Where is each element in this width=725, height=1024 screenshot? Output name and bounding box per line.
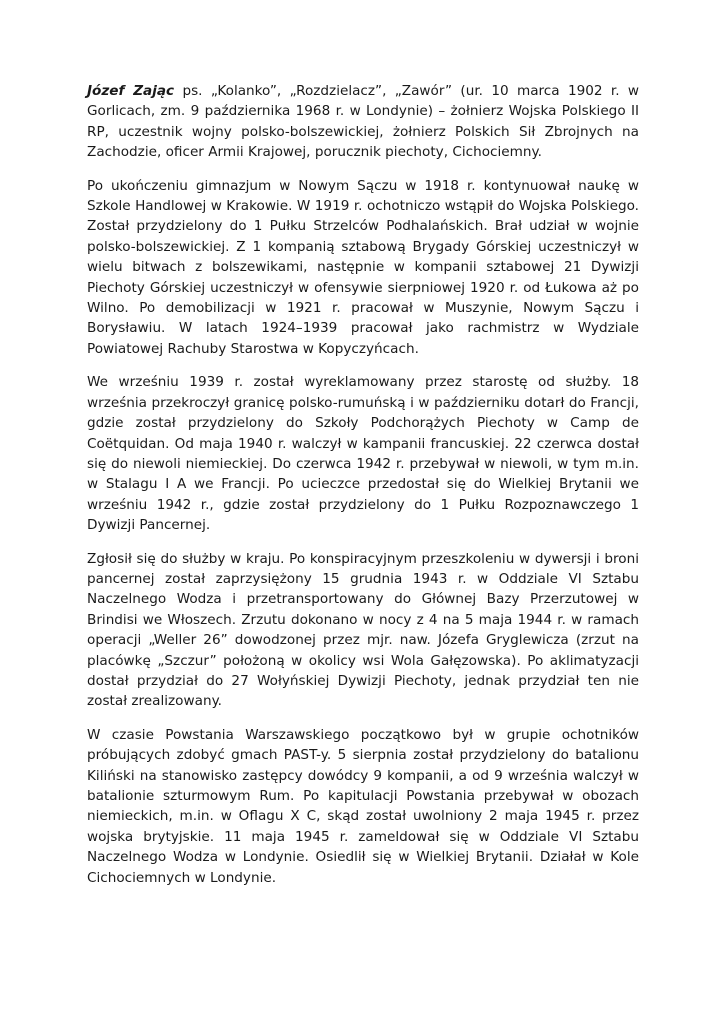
paragraph-cichociemny: Zgłosił się do służby w kraju. Po konspiracyjnym przeszkoleniu w dywersji i broni pancernej został zaprzysiężony 15 grudnia 1943 r. w Oddziale VI Sztabu Naczelnego Wodza i przetransportowany do Głównej Bazy Przerzutowej w Brindisi we Włoszech. Zrzutu dokonano w nocy z 4 na 5 maja 1944 r. w ramach operacji „Weller 26” dowodzonej przez mjr. naw. Józefa Gryglewicza (zrzut na placówkę „Szczur” położoną w okolicy wsi Wola Gałęzowska). Po aklimatyzacji dostał przydział do 27 Wołyńskiej Dywizji Piechoty, jednak przydział ten nie został zrealizowany. xyxy=(87,550,639,710)
intro-paragraph xyxy=(87,81,639,163)
document-body xyxy=(87,81,639,901)
person-name: Józef Zając xyxy=(87,83,175,99)
paragraph-early-life: Po ukończeniu gimnazjum w Nowym Sączu w 1918 r. kontynuował naukę w Szkole Handlowej w Krakowie. W 1919 r. ochotniczo wstąpił do Wojska Polskiego. Został przydzielony do 1 Pułku Strzelców Podhalańskich. Brał udział w wojnie polsko-bolszewickiej. Z 1 kompanią sztabową Brygady Górskiej uczestniczył w wielu bitwach z bolszewikami, następnie w kompanii sztabowej 21 Dywizji Piechoty Górskiej uczestniczył w ofensywie sierpniowej 1920 r. od Łukowa aż po Wilno. Po demobilizacji w 1921 r. pracował w Muszynie, Nowym Sączu i Borysławiu. W latach 1924–1939 pracował jako rachmistrz w Wydziale Powiatowej Rachuby Starostwa w Kopyczyńcach. xyxy=(87,177,639,357)
paragraph-warsaw-uprising: W czasie Powstania Warszawskiego początkowo był w grupie ochotników próbujących zdobyć gmach PAST-y. 5 sierpnia został przydzielony do batalionu Kiliński na stanowisko zastępcy dowódcy 9 kompanii, a od 9 września walczył w batalionie szturmowym Rum. Po kapitulacji Powstania przebywał w obozach niemieckich, m.in. w Oflagu X C, skąd został uwolniony 2 maja 1945 r. przez wojska brytyjskie. 11 maja 1945 r. zameldował się w Oddziale VI Sztabu Naczelnego Wodza w Londynie. Osiedlił się w Wielkiej Brytanii. Działał w Kole Cichociemnych w Londynie. xyxy=(87,726,639,886)
paragraph-1939-1942: We wrześniu 1939 r. został wyreklamowany przez starostę od służby. 18 września przekroczył granicę polsko-rumuńską i w październiku dotarł do Francji, gdzie został przydzielony do Szkoły Podchorążych Piechoty w Camp de Coëtquidan. Od maja 1940 r. walczył w kampanii francuskiej. 22 czerwca dostał się do niewoli niemieckiej. Do czerwca 1942 r. przebywał w niewoli, w tym m.in. w Stalagu I A we Francji. Po ucieczce przedostał się do Wielkiej Brytanii we wrześniu 1942 r., gdzie został przydzielony do 1 Pułku Rozpoznawczego 1 Dywizji Pancernej. xyxy=(87,374,639,534)
intro-text: ps. „Kolanko”, „Rozdzielacz”, „Zawór” (ur. 10 marca 1902 r. w Gorlicach, zm. 9 października 1968 r. w Londynie) – żołnierz Wojska Polskiego II RP, uczestnik wojny polsko-bolszewickiej, żołnierz Polskich Sił Zbrojnych na Zachodzie, oficer Armii Krajowej, porucznik piechoty, Cichociemny. xyxy=(87,83,639,161)
